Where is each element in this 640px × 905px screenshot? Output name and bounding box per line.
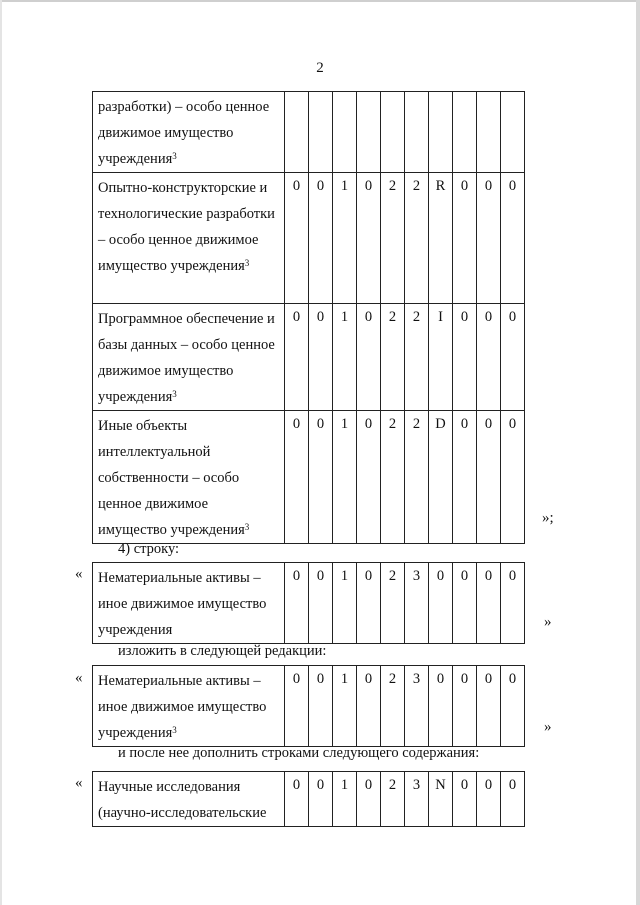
footnote-marker: 3 [172, 151, 177, 161]
code-digit-cell: 0 [453, 666, 477, 747]
code-digit-cell: 0 [477, 411, 501, 544]
table-4-opening-quote: « [75, 775, 83, 791]
row-name-text: Программное обеспечение и базы данных – особо ценное движимое имущество учреждения [98, 311, 275, 405]
code-digit-cell: 0 [453, 411, 477, 544]
instruction-line-edit: изложить в следующей редакции: [118, 643, 327, 659]
code-digit-cell: 0 [453, 304, 477, 411]
footnote-marker: 3 [244, 258, 250, 268]
code-digit-cell [285, 92, 309, 173]
code-table-1-body [93, 92, 525, 544]
code-digit-cell [357, 92, 381, 173]
code-digit-cell: 0 [477, 173, 501, 304]
code-digit-cell: 2 [381, 411, 405, 544]
code-digit-cell: 2 [405, 411, 429, 544]
instruction-line-string: 4) строку: [118, 541, 180, 557]
page-right-edge [636, 0, 640, 905]
code-digit-cell: 1 [333, 304, 357, 411]
footnote-marker: 3 [172, 725, 177, 735]
code-digit-cell: N [429, 772, 453, 827]
table-3-closing-quote: » [544, 719, 552, 735]
code-digit-cell [501, 92, 525, 173]
code-digit-cell: 0 [357, 563, 381, 644]
row-name-cell [93, 411, 285, 544]
code-digit-cell: 3 [405, 666, 429, 747]
instruction-line-add: и после нее дополнить строками следующего содержания: [118, 745, 480, 761]
table-row [93, 772, 525, 827]
row-name-text: разработки) – особо ценное движимое имущество учреждения [98, 99, 270, 167]
code-digit-cell [453, 92, 477, 173]
code-digit-cell: 0 [477, 304, 501, 411]
code-digit-cell: 0 [309, 563, 333, 644]
code-digit-cell [333, 92, 357, 173]
row-name-text: Нематериальные активы – иное движимое имущество учреждения [98, 570, 267, 638]
code-digit-cell: 0 [429, 666, 453, 747]
code-table-4 [92, 771, 525, 827]
code-digit-cell: I [429, 304, 453, 411]
code-digit-cell: 0 [285, 411, 309, 544]
row-name-cell [93, 173, 285, 304]
code-digit-cell: 3 [405, 563, 429, 644]
code-digit-cell: R [429, 173, 453, 304]
code-digit-cell: 0 [309, 411, 333, 544]
table-3-opening-quote: « [75, 670, 83, 686]
code-digit-cell: 1 [333, 563, 357, 644]
code-digit-cell: 0 [285, 563, 309, 644]
code-digit-cell: 0 [477, 772, 501, 827]
code-digit-cell: 0 [453, 563, 477, 644]
code-digit-cell: 0 [309, 772, 333, 827]
code-digit-cell: 1 [333, 772, 357, 827]
table-2-closing-quote: » [544, 614, 552, 630]
code-digit-cell [429, 92, 453, 173]
code-table-3 [92, 665, 525, 747]
code-digit-cell: 0 [453, 772, 477, 827]
code-digit-cell: 0 [453, 173, 477, 304]
code-digit-cell: 0 [501, 411, 525, 544]
code-digit-cell: 2 [381, 563, 405, 644]
code-table-4-body [93, 772, 525, 827]
table-1-closing-quote: »; [542, 510, 554, 526]
code-digit-cell: 0 [501, 173, 525, 304]
row-name-text: Иные объекты интеллектуальной собственности – особо ценное движимое имущество учреждения [98, 418, 245, 538]
code-digit-cell: 0 [357, 304, 381, 411]
code-digit-cell: 0 [309, 304, 333, 411]
code-digit-cell: 0 [285, 173, 309, 304]
code-digit-cell: D [429, 411, 453, 544]
code-digit-cell: 0 [357, 411, 381, 544]
code-digit-cell [477, 92, 501, 173]
row-name-cell [93, 92, 285, 173]
code-digit-cell: 0 [285, 666, 309, 747]
code-table-2-body [93, 563, 525, 644]
table-row [93, 304, 525, 411]
row-name-cell [93, 563, 285, 644]
code-digit-cell: 0 [309, 666, 333, 747]
table-row [93, 92, 525, 173]
code-digit-cell: 0 [285, 304, 309, 411]
code-digit-cell: 2 [405, 173, 429, 304]
row-name-text: Нематериальные активы – иное движимое имущество учреждения [98, 673, 267, 741]
code-digit-cell: 0 [477, 563, 501, 644]
footnote-marker: 3 [244, 522, 250, 532]
code-table-3-body [93, 666, 525, 747]
code-digit-cell: 0 [357, 173, 381, 304]
row-name-cell [93, 666, 285, 747]
code-table-1 [92, 91, 525, 544]
row-name-cell [93, 772, 285, 827]
page-top-edge [0, 0, 640, 2]
code-digit-cell: 0 [285, 772, 309, 827]
row-name-text: Опытно-конструкторские и технологические разработки – особо ценное движимое имущество учреждения [98, 180, 275, 274]
code-digit-cell: 2 [381, 304, 405, 411]
code-digit-cell: 0 [309, 173, 333, 304]
code-digit-cell: 0 [501, 563, 525, 644]
code-digit-cell: 2 [381, 666, 405, 747]
page-number: 2 [316, 60, 324, 76]
code-digit-cell: 1 [333, 666, 357, 747]
code-digit-cell [381, 92, 405, 173]
code-table-2 [92, 562, 525, 644]
row-name-cell [93, 304, 285, 411]
row-name-text: Научные исследования (научно-исследовательские [98, 779, 267, 821]
code-digit-cell: 0 [357, 772, 381, 827]
table-2-opening-quote: « [75, 566, 83, 582]
code-digit-cell: 0 [357, 666, 381, 747]
code-digit-cell: 0 [501, 304, 525, 411]
table-row [93, 666, 525, 747]
code-digit-cell: 1 [333, 173, 357, 304]
code-digit-cell: 1 [333, 411, 357, 544]
page-left-edge [0, 0, 2, 905]
code-digit-cell [405, 92, 429, 173]
code-digit-cell: 0 [501, 666, 525, 747]
code-digit-cell: 3 [405, 772, 429, 827]
code-digit-cell: 0 [501, 772, 525, 827]
table-row [93, 563, 525, 644]
code-digit-cell: 0 [477, 666, 501, 747]
code-digit-cell: 0 [429, 563, 453, 644]
code-digit-cell [309, 92, 333, 173]
code-digit-cell: 2 [381, 173, 405, 304]
table-row [93, 173, 525, 304]
code-digit-cell: 2 [381, 772, 405, 827]
table-row [93, 411, 525, 544]
footnote-marker: 3 [172, 389, 177, 399]
code-digit-cell: 2 [405, 304, 429, 411]
